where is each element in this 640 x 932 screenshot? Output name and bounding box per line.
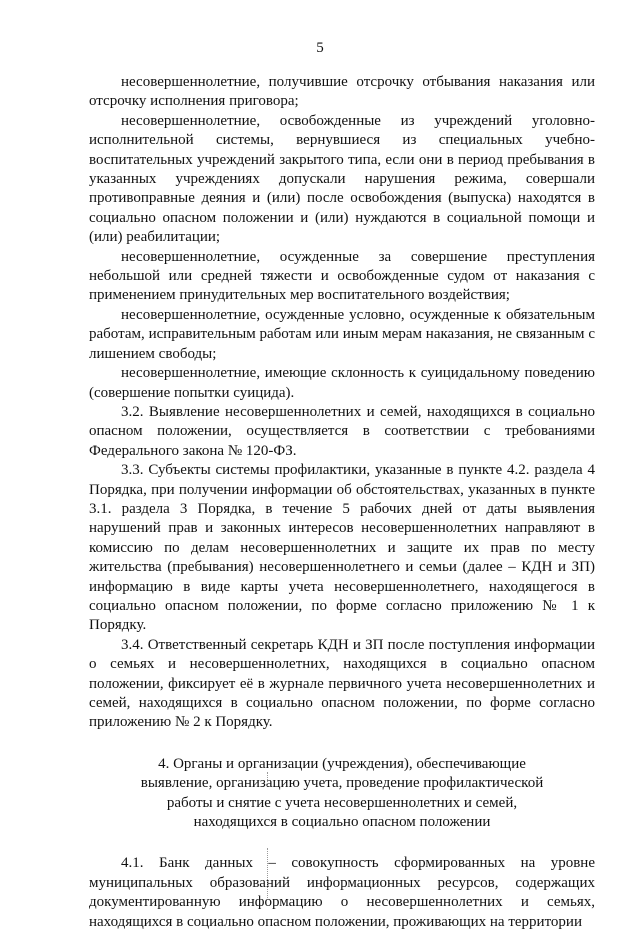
section-heading-line: 4. Органы и организации (учреждения), обеспечивающие — [158, 755, 526, 772]
section-heading-line: находящихся в социально опасном положении — [193, 814, 491, 831]
page-number: 5 — [316, 40, 324, 56]
paragraph: несовершеннолетние, осужденные условно, осужденные к обязательным работам, исправительным работам или иным мерам наказания, не связанным с лишением свободы; — [89, 306, 595, 362]
paragraph-3-3: 3.3. Субъекты системы профилактики, указанные в пункте 4.2. раздела 4 Порядка, при получении информации об обстоятельствах, указанных в пункте 3.1. раздела 3 Порядка, в течение 5 рабочих дней от даты выявления нарушений прав и законных интересов несовершеннолетних направляют в комиссию по делам несовершеннолетних и защите их прав по месту жительства (пребывания) несовершеннолетнего и семьи (далее – КДН и ЗП) информацию в виде карты учета несовершеннолетнего, находящегося в социально опасном положении, по форме согласно приложению № 1 к Порядку. — [89, 462, 595, 634]
document-body — [89, 73, 595, 932]
section-heading — [89, 755, 595, 833]
section-heading-line: работы и снятие с учета несовершеннолетних и семей, — [166, 794, 518, 811]
paragraph-3-4: 3.4. Ответственный секретарь КДН и ЗП после поступления информации о семьях и несовершеннолетних, находящихся в социально опасном положении, фиксирует её в журнале первичного учета несовершеннолетних и семей, находящихся в социально опасном положении, по форме согласно приложению № 2 к Порядку. — [89, 636, 595, 731]
paragraph: несовершеннолетние, получившие отсрочку отбывания наказания или отсрочку исполнения приговора; — [89, 74, 595, 110]
paragraph-3-2: 3.2. Выявление несовершеннолетних и семей, находящихся в социально опасном положении, осуществляется в соответствии с требованиями Федерального закона № 120-ФЗ. — [89, 403, 595, 459]
section-heading-line: выявление, организацию учета, проведение профилактической — [140, 775, 544, 792]
scan-artifact-mark — [267, 848, 269, 898]
paragraph: несовершеннолетние, освобожденные из учреждений уголовно-исполнительной системы, вернувшиеся из специальных учебно-воспитательных учреждений закрытого типа, если они в период пребывания в указанных учреждениях допускали нарушения режима, совершали противоправные деяния и (или) после освобождения (выпуска) находятся в социально опасном положении и (или) нуждаются в социальной помощи и (или) реабилитации; — [89, 112, 595, 246]
paragraph-4-1: 4.1. Банк данных – совокупность сформированных на уровне муниципальных образований информационных ресурсов, содержащих документированную информацию о несовершеннолетних и семьях, находящихся в социально опасном положении, проживающих на территории — [89, 855, 595, 930]
paragraph: несовершеннолетние, осужденные за совершение преступления небольшой или средней тяжести и освобожденные судом от наказания с применением принудительных мер воспитательного воздействия; — [89, 248, 595, 304]
scan-artifact-mark — [267, 772, 269, 786]
paragraph: несовершеннолетние, имеющие склонность к суицидальному поведению (совершение попытки суицида). — [89, 365, 595, 401]
